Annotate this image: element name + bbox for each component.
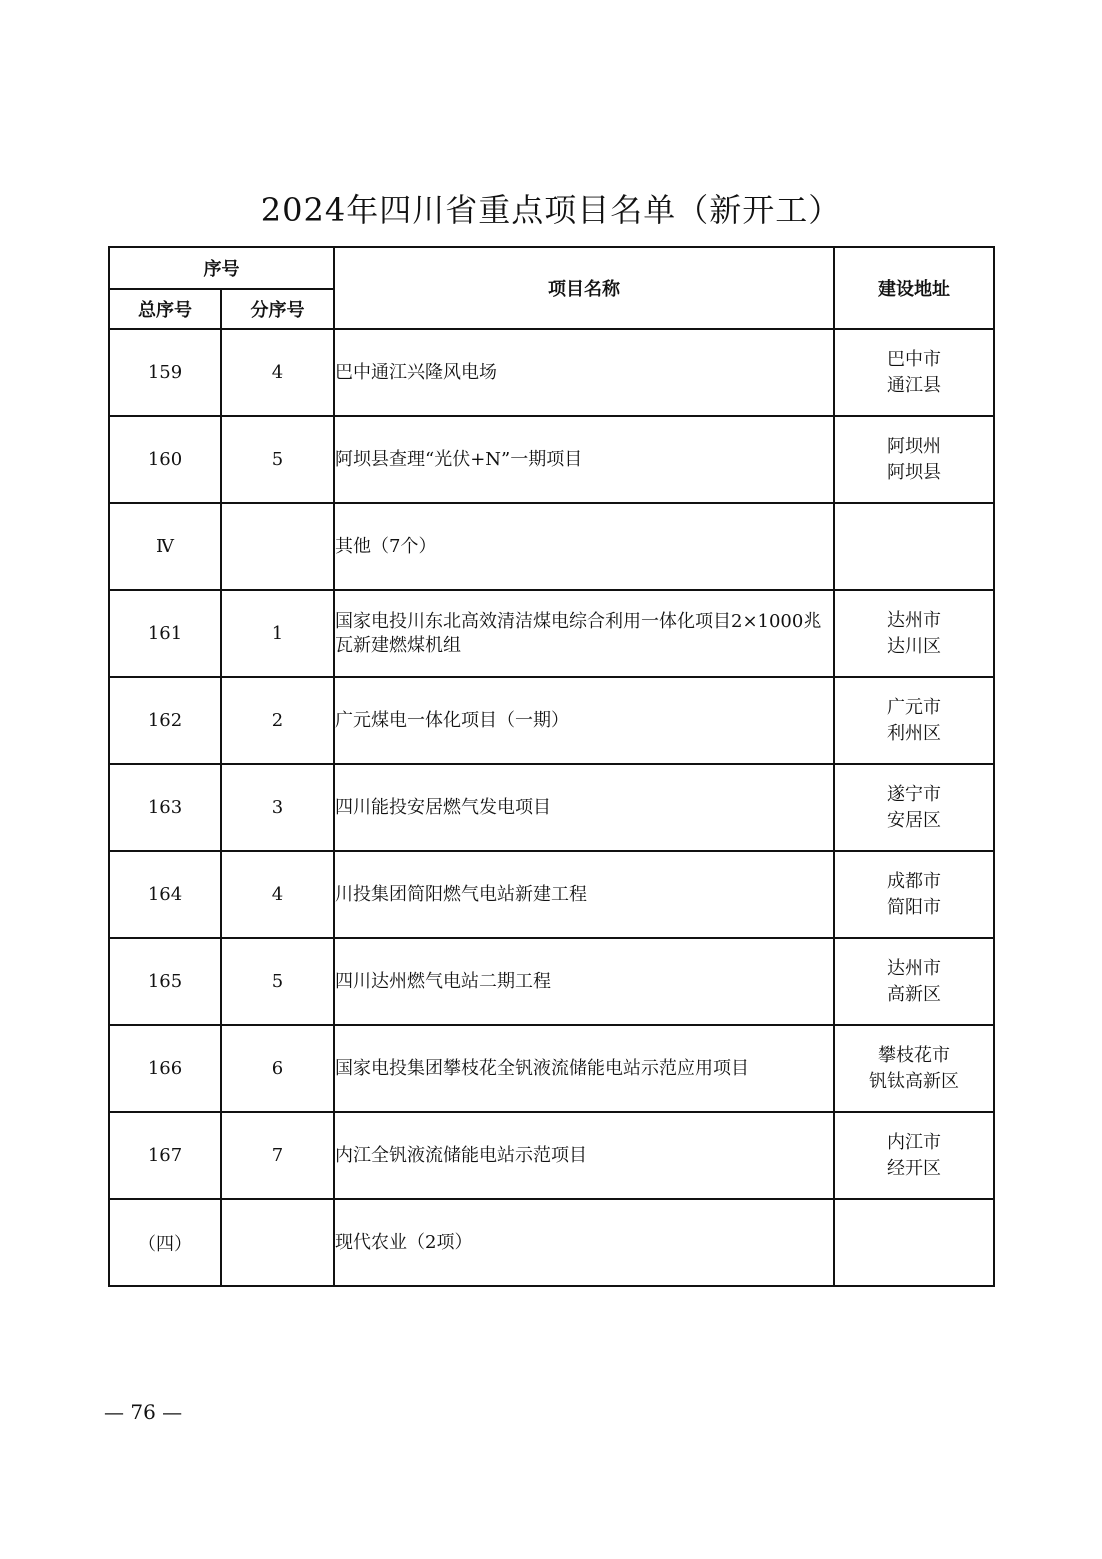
cell-location bbox=[834, 590, 994, 677]
cell-location bbox=[834, 503, 994, 590]
cell-sub-seq: 6 bbox=[221, 1025, 334, 1112]
cell-sub-seq: 5 bbox=[221, 416, 334, 503]
location-city: 阿坝州 bbox=[887, 435, 941, 457]
location-district: 通江县 bbox=[887, 374, 941, 396]
cell-project-name: 巴中通江兴隆风电场 bbox=[334, 329, 834, 416]
cell-total-seq: 162 bbox=[109, 677, 221, 764]
cell-project-name: 川投集团简阳燃气电站新建工程 bbox=[334, 851, 834, 938]
cell-total-seq: 160 bbox=[109, 416, 221, 503]
table-row bbox=[109, 416, 994, 503]
cell-project-name: 国家电投集团攀枝花全钒液流储能电站示范应用项目 bbox=[334, 1025, 834, 1112]
table-row bbox=[109, 851, 994, 938]
cell-project-name: 国家电投川东北高效清洁煤电综合利用一体化项目2×1000兆瓦新建燃煤机组 bbox=[334, 590, 834, 677]
cell-total-seq: （四） bbox=[109, 1199, 221, 1286]
table-row bbox=[109, 764, 994, 851]
cell-sub-seq: 3 bbox=[221, 764, 334, 851]
cell-location bbox=[834, 329, 994, 416]
table-row bbox=[109, 1025, 994, 1112]
location-district: 阿坝县 bbox=[887, 461, 941, 483]
cell-location bbox=[834, 938, 994, 1025]
cell-project-name: 其他（7个） bbox=[334, 503, 834, 590]
header-location: 建设地址 bbox=[834, 247, 994, 329]
project-table bbox=[108, 246, 995, 1287]
table-row bbox=[109, 938, 994, 1025]
location-city: 达州市 bbox=[887, 957, 941, 979]
page-number: — 76 — bbox=[104, 1400, 183, 1424]
cell-project-name: 广元煤电一体化项目（一期） bbox=[334, 677, 834, 764]
cell-sub-seq bbox=[221, 1199, 334, 1286]
location-city: 遂宁市 bbox=[887, 783, 941, 805]
location-district: 达川区 bbox=[887, 635, 941, 657]
cell-project-name: 阿坝县查理“光伏+N”一期项目 bbox=[334, 416, 834, 503]
location-city: 内江市 bbox=[887, 1131, 941, 1153]
cell-location bbox=[834, 764, 994, 851]
cell-sub-seq: 7 bbox=[221, 1112, 334, 1199]
table-row-category bbox=[109, 503, 994, 590]
location-city: 攀枝花市 bbox=[878, 1044, 950, 1066]
cell-project-name: 现代农业（2项） bbox=[334, 1199, 834, 1286]
cell-location bbox=[834, 1112, 994, 1199]
location-city: 广元市 bbox=[887, 696, 941, 718]
header-project-name: 项目名称 bbox=[334, 247, 834, 329]
cell-project-name: 内江全钒液流储能电站示范项目 bbox=[334, 1112, 834, 1199]
location-district: 钒钛高新区 bbox=[869, 1070, 959, 1092]
header-seq-group: 序号 bbox=[109, 247, 334, 289]
location-city: 达州市 bbox=[887, 609, 941, 631]
cell-sub-seq: 5 bbox=[221, 938, 334, 1025]
table-row bbox=[109, 1112, 994, 1199]
table-row bbox=[109, 677, 994, 764]
cell-location bbox=[834, 851, 994, 938]
cell-sub-seq: 2 bbox=[221, 677, 334, 764]
cell-sub-seq: 1 bbox=[221, 590, 334, 677]
cell-location bbox=[834, 416, 994, 503]
cell-location bbox=[834, 677, 994, 764]
location-district: 经开区 bbox=[887, 1157, 941, 1179]
cell-location bbox=[834, 1199, 994, 1286]
table-row-category bbox=[109, 1199, 994, 1286]
cell-total-seq: 161 bbox=[109, 590, 221, 677]
cell-total-seq: 159 bbox=[109, 329, 221, 416]
cell-project-name: 四川能投安居燃气发电项目 bbox=[334, 764, 834, 851]
cell-total-seq: 163 bbox=[109, 764, 221, 851]
location-city: 巴中市 bbox=[887, 348, 941, 370]
cell-project-name: 四川达州燃气电站二期工程 bbox=[334, 938, 834, 1025]
cell-total-seq: 164 bbox=[109, 851, 221, 938]
cell-total-seq: Ⅳ bbox=[109, 503, 221, 590]
cell-sub-seq: 4 bbox=[221, 329, 334, 416]
cell-sub-seq: 4 bbox=[221, 851, 334, 938]
page-title: 2024年四川省重点项目名单（新开工） bbox=[260, 191, 842, 229]
cell-total-seq: 165 bbox=[109, 938, 221, 1025]
location-city: 成都市 bbox=[887, 870, 941, 892]
location-district: 利州区 bbox=[887, 722, 941, 744]
cell-total-seq: 166 bbox=[109, 1025, 221, 1112]
cell-location bbox=[834, 1025, 994, 1112]
header-total-seq: 总序号 bbox=[109, 289, 221, 329]
location-district: 安居区 bbox=[887, 809, 941, 831]
cell-sub-seq bbox=[221, 503, 334, 590]
cell-total-seq: 167 bbox=[109, 1112, 221, 1199]
table-row bbox=[109, 590, 994, 677]
location-district: 高新区 bbox=[887, 983, 941, 1005]
location-district: 简阳市 bbox=[887, 896, 941, 918]
table-row bbox=[109, 329, 994, 416]
header-sub-seq: 分序号 bbox=[221, 289, 334, 329]
